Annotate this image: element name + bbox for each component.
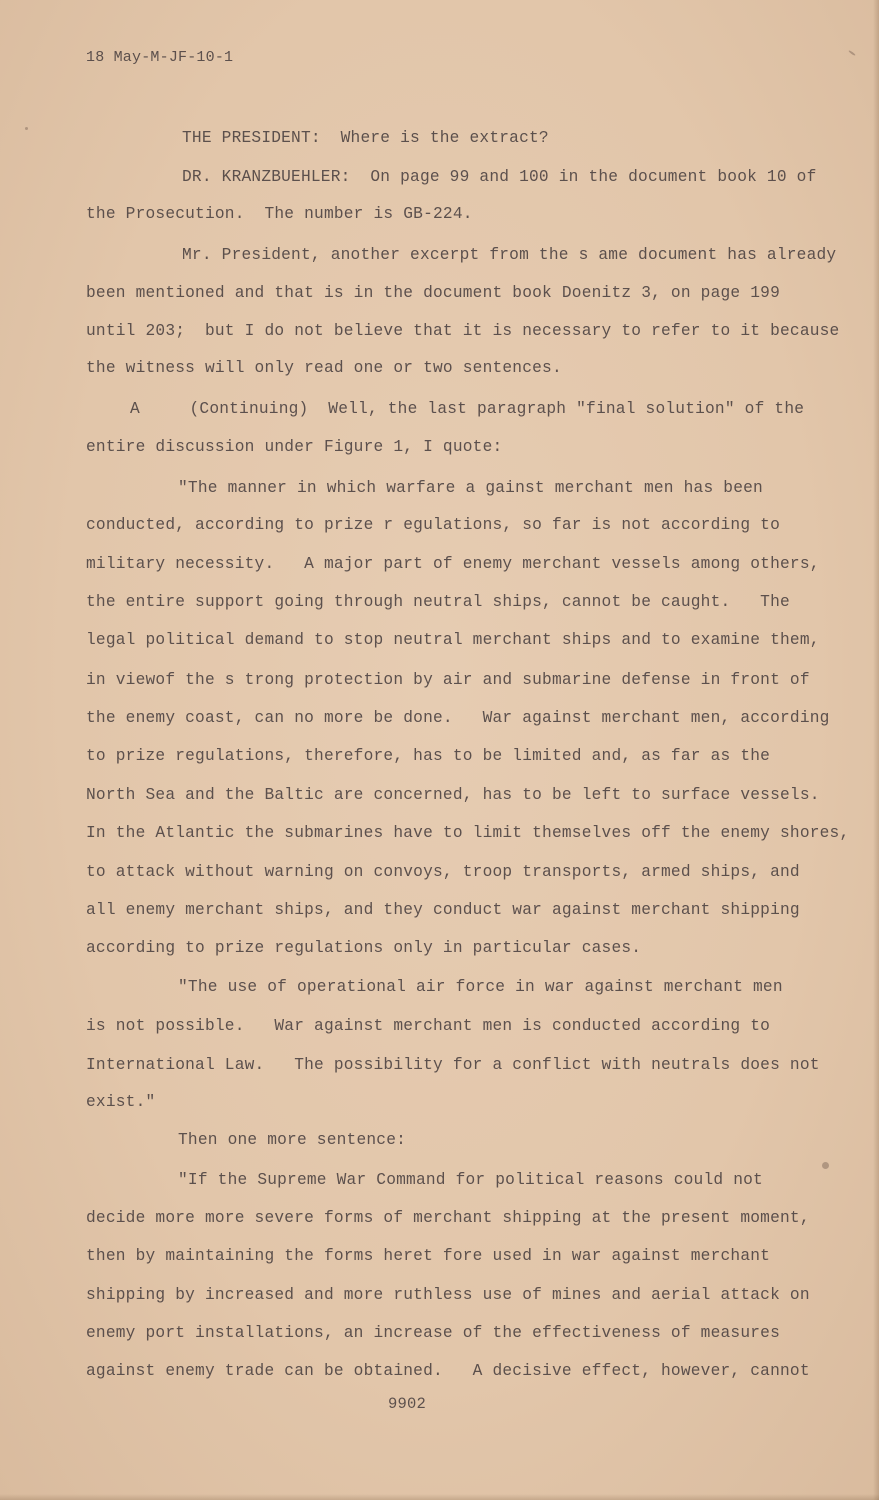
text-line: Mr. President, another excerpt from the s ame document has already [182,246,837,264]
text-line: A (Continuing) Well, the last paragraph "final solution" of the [130,400,805,418]
text-line: the enemy coast, can no more be done. War against merchant men, according [86,709,830,727]
text-line: DR. KRANZBUEHLER: On page 99 and 100 in the document book 10 of [182,168,817,186]
text-line: enemy port installations, an increase of the effectiveness of measures [86,1324,780,1342]
text-line: until 203; but I do not believe that it is necessary to refer to it because [86,322,840,340]
text-line: against enemy trade can be obtained. A decisive effect, however, cannot [86,1362,810,1380]
paper-speck [822,1162,829,1169]
text-line: Then one more sentence: [178,1131,407,1149]
text-line: all enemy merchant ships, and they conduct war against merchant shipping [86,901,800,919]
page-edge-shadow [873,0,879,1500]
text-line: "If the Supreme War Command for political reasons could not [178,1171,763,1189]
text-line: shipping by increased and more ruthless use of mines and aerial attack on [86,1286,810,1304]
text-line: military necessity. A major part of enemy merchant vessels among others, [86,555,820,573]
text-line: according to prize regulations only in particular cases. [86,939,642,957]
text-line: exist." [86,1093,156,1111]
text-line: then by maintaining the forms heret fore used in war against merchant [86,1247,771,1265]
page-header: 18 May-M-JF-10-1 [86,49,234,66]
text-line: is not possible. War against merchant men is conducted according to [86,1017,771,1035]
paper-speck [848,50,856,56]
paper-speck [25,127,28,130]
page-edge-shadow [0,1494,879,1500]
text-line: to attack without warning on convoys, troop transports, armed ships, and [86,863,800,881]
text-line: to prize regulations, therefore, has to be limited and, as far as the [86,747,771,765]
text-line: the entire support going through neutral ships, cannot be caught. The [86,593,790,611]
text-line: In the Atlantic the submarines have to limit themselves off the enemy shores, [86,824,850,842]
text-line: decide more more severe forms of merchant shipping at the present moment, [86,1209,810,1227]
text-line: legal political demand to stop neutral merchant ships and to examine them, [86,631,820,649]
page-number: 9902 [388,1395,427,1413]
text-line: "The manner in which warfare a gainst merchant men has been [178,479,763,497]
text-line: "The use of operational air force in war against merchant men [178,978,783,996]
text-line: entire discussion under Figure 1, I quote: [86,438,503,456]
text-line: conducted, according to prize r egulations, so far is not according to [86,516,780,534]
text-line: THE PRESIDENT: Where is the extract? [182,129,549,147]
text-line: North Sea and the Baltic are concerned, has to be left to surface vessels. [86,786,820,804]
text-line: International Law. The possibility for a conflict with neutrals does not [86,1056,820,1074]
text-line: the Prosecution. The number is GB-224. [86,205,473,223]
text-line: in viewof the s trong protection by air and submarine defense in front of [86,671,810,689]
text-line: the witness will only read one or two sentences. [86,359,562,377]
text-line: been mentioned and that is in the document book Doenitz 3, on page 199 [86,284,780,302]
